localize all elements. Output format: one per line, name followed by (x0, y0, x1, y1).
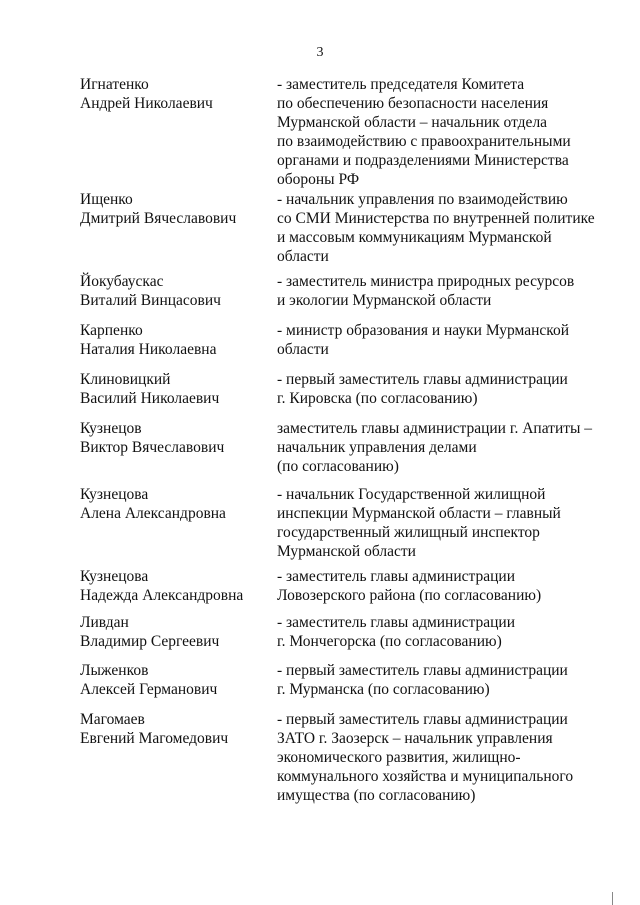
role-line: - министр образования и науки Мурманской (277, 322, 570, 339)
given-names: Владимир Сергеевич (80, 633, 220, 650)
role-line: - заместитель главы администрации (277, 614, 516, 631)
given-names: Наталия Николаевна (80, 341, 217, 358)
role-line: коммунального хозяйства и муниципального (277, 768, 574, 785)
member-role (277, 321, 617, 359)
role-line: - начальник Государственной жилищной (277, 486, 546, 503)
member-name (80, 190, 270, 228)
member-name (80, 321, 270, 359)
role-line: органами и подразделениями Министерства (277, 152, 569, 169)
role-line: - первый заместитель главы администрации (277, 371, 568, 388)
member-role (277, 661, 617, 699)
member-name (80, 75, 270, 113)
role-line: государственный жилищный инспектор (277, 524, 540, 541)
role-line: по обеспечению безопасности населения (277, 95, 549, 112)
member-name (80, 272, 270, 310)
given-names: Алексей Германович (80, 681, 218, 698)
role-line: имущества (по согласованию) (277, 787, 476, 804)
role-line: - первый заместитель главы администрации (277, 711, 568, 728)
role-line: - заместитель главы администрации (277, 568, 516, 585)
role-line: - начальник управления по взаимодействию (277, 191, 568, 208)
given-names: Дмитрий Вячеславович (80, 210, 237, 227)
member-role (277, 370, 617, 408)
given-names: Андрей Николаевич (80, 95, 213, 112)
given-names: Надежда Александровна (80, 587, 244, 604)
role-line: г. Мончегорска (по согласованию) (277, 633, 502, 650)
surname: Йокубаускас (80, 273, 164, 290)
surname: Ливдан (80, 614, 129, 631)
given-names: Виктор Вячеславович (80, 439, 225, 456)
role-line: Ловозерского района (по согласованию) (277, 587, 542, 604)
member-role (277, 485, 617, 561)
role-line: области (277, 341, 329, 358)
member-role (277, 190, 617, 266)
member-name (80, 419, 270, 457)
role-line: Мурманской области – начальник отдела (277, 114, 548, 131)
surname: Кузнецова (80, 568, 149, 585)
role-line: инспекции Мурманской области – главный (277, 505, 561, 522)
role-line: экономического развития, жилищно- (277, 749, 521, 766)
role-line: - первый заместитель главы администрации (277, 662, 568, 679)
member-role (277, 419, 617, 476)
surname: Карпенко (80, 322, 143, 339)
role-line: ЗАТО г. Заозерск – начальник управления (277, 730, 553, 747)
surname: Лыженков (80, 662, 149, 679)
role-line: по взаимодействию с правоохранительными (277, 133, 571, 150)
member-name (80, 485, 270, 523)
role-line: г. Кировска (по согласованию) (277, 390, 478, 407)
member-role (277, 710, 617, 805)
given-names: Алена Александровна (80, 505, 226, 522)
member-role (277, 567, 617, 605)
surname: Кузнецов (80, 420, 142, 437)
member-name (80, 613, 270, 651)
role-line: Мурманской области (277, 543, 416, 560)
given-names: Василий Николаевич (80, 390, 220, 407)
surname: Магомаев (80, 711, 145, 728)
role-line: (по согласованию) (277, 458, 399, 475)
role-line: и экологии Мурманской области (277, 292, 492, 309)
given-names: Виталий Винцасович (80, 292, 221, 309)
role-line: г. Мурманска (по согласованию) (277, 681, 490, 698)
member-role (277, 272, 617, 310)
role-line: начальник управления делами (277, 439, 477, 456)
member-role (277, 75, 617, 189)
surname: Ищенко (80, 191, 133, 208)
role-line: - заместитель министра природных ресурсов (277, 273, 575, 290)
role-line: области (277, 248, 329, 265)
surname: Кузнецова (80, 486, 149, 503)
role-line: и массовым коммуникациям Мурманской (277, 229, 552, 246)
role-line: заместитель главы администрации г. Апатиты – (277, 420, 593, 437)
member-name (80, 567, 270, 605)
given-names: Евгений Магомедович (80, 730, 229, 747)
member-name (80, 370, 270, 408)
role-line: - заместитель председателя Комитета (277, 76, 525, 93)
scan-edge-mark (612, 892, 625, 905)
member-name (80, 661, 270, 699)
surname: Клиновицкий (80, 371, 171, 388)
role-line: со СМИ Министерства по внутренней политике (277, 210, 595, 227)
role-line: обороны РФ (277, 171, 360, 188)
surname: Игнатенко (80, 76, 149, 93)
member-role (277, 613, 617, 651)
member-name (80, 710, 270, 748)
page-number: 3 (316, 45, 324, 60)
